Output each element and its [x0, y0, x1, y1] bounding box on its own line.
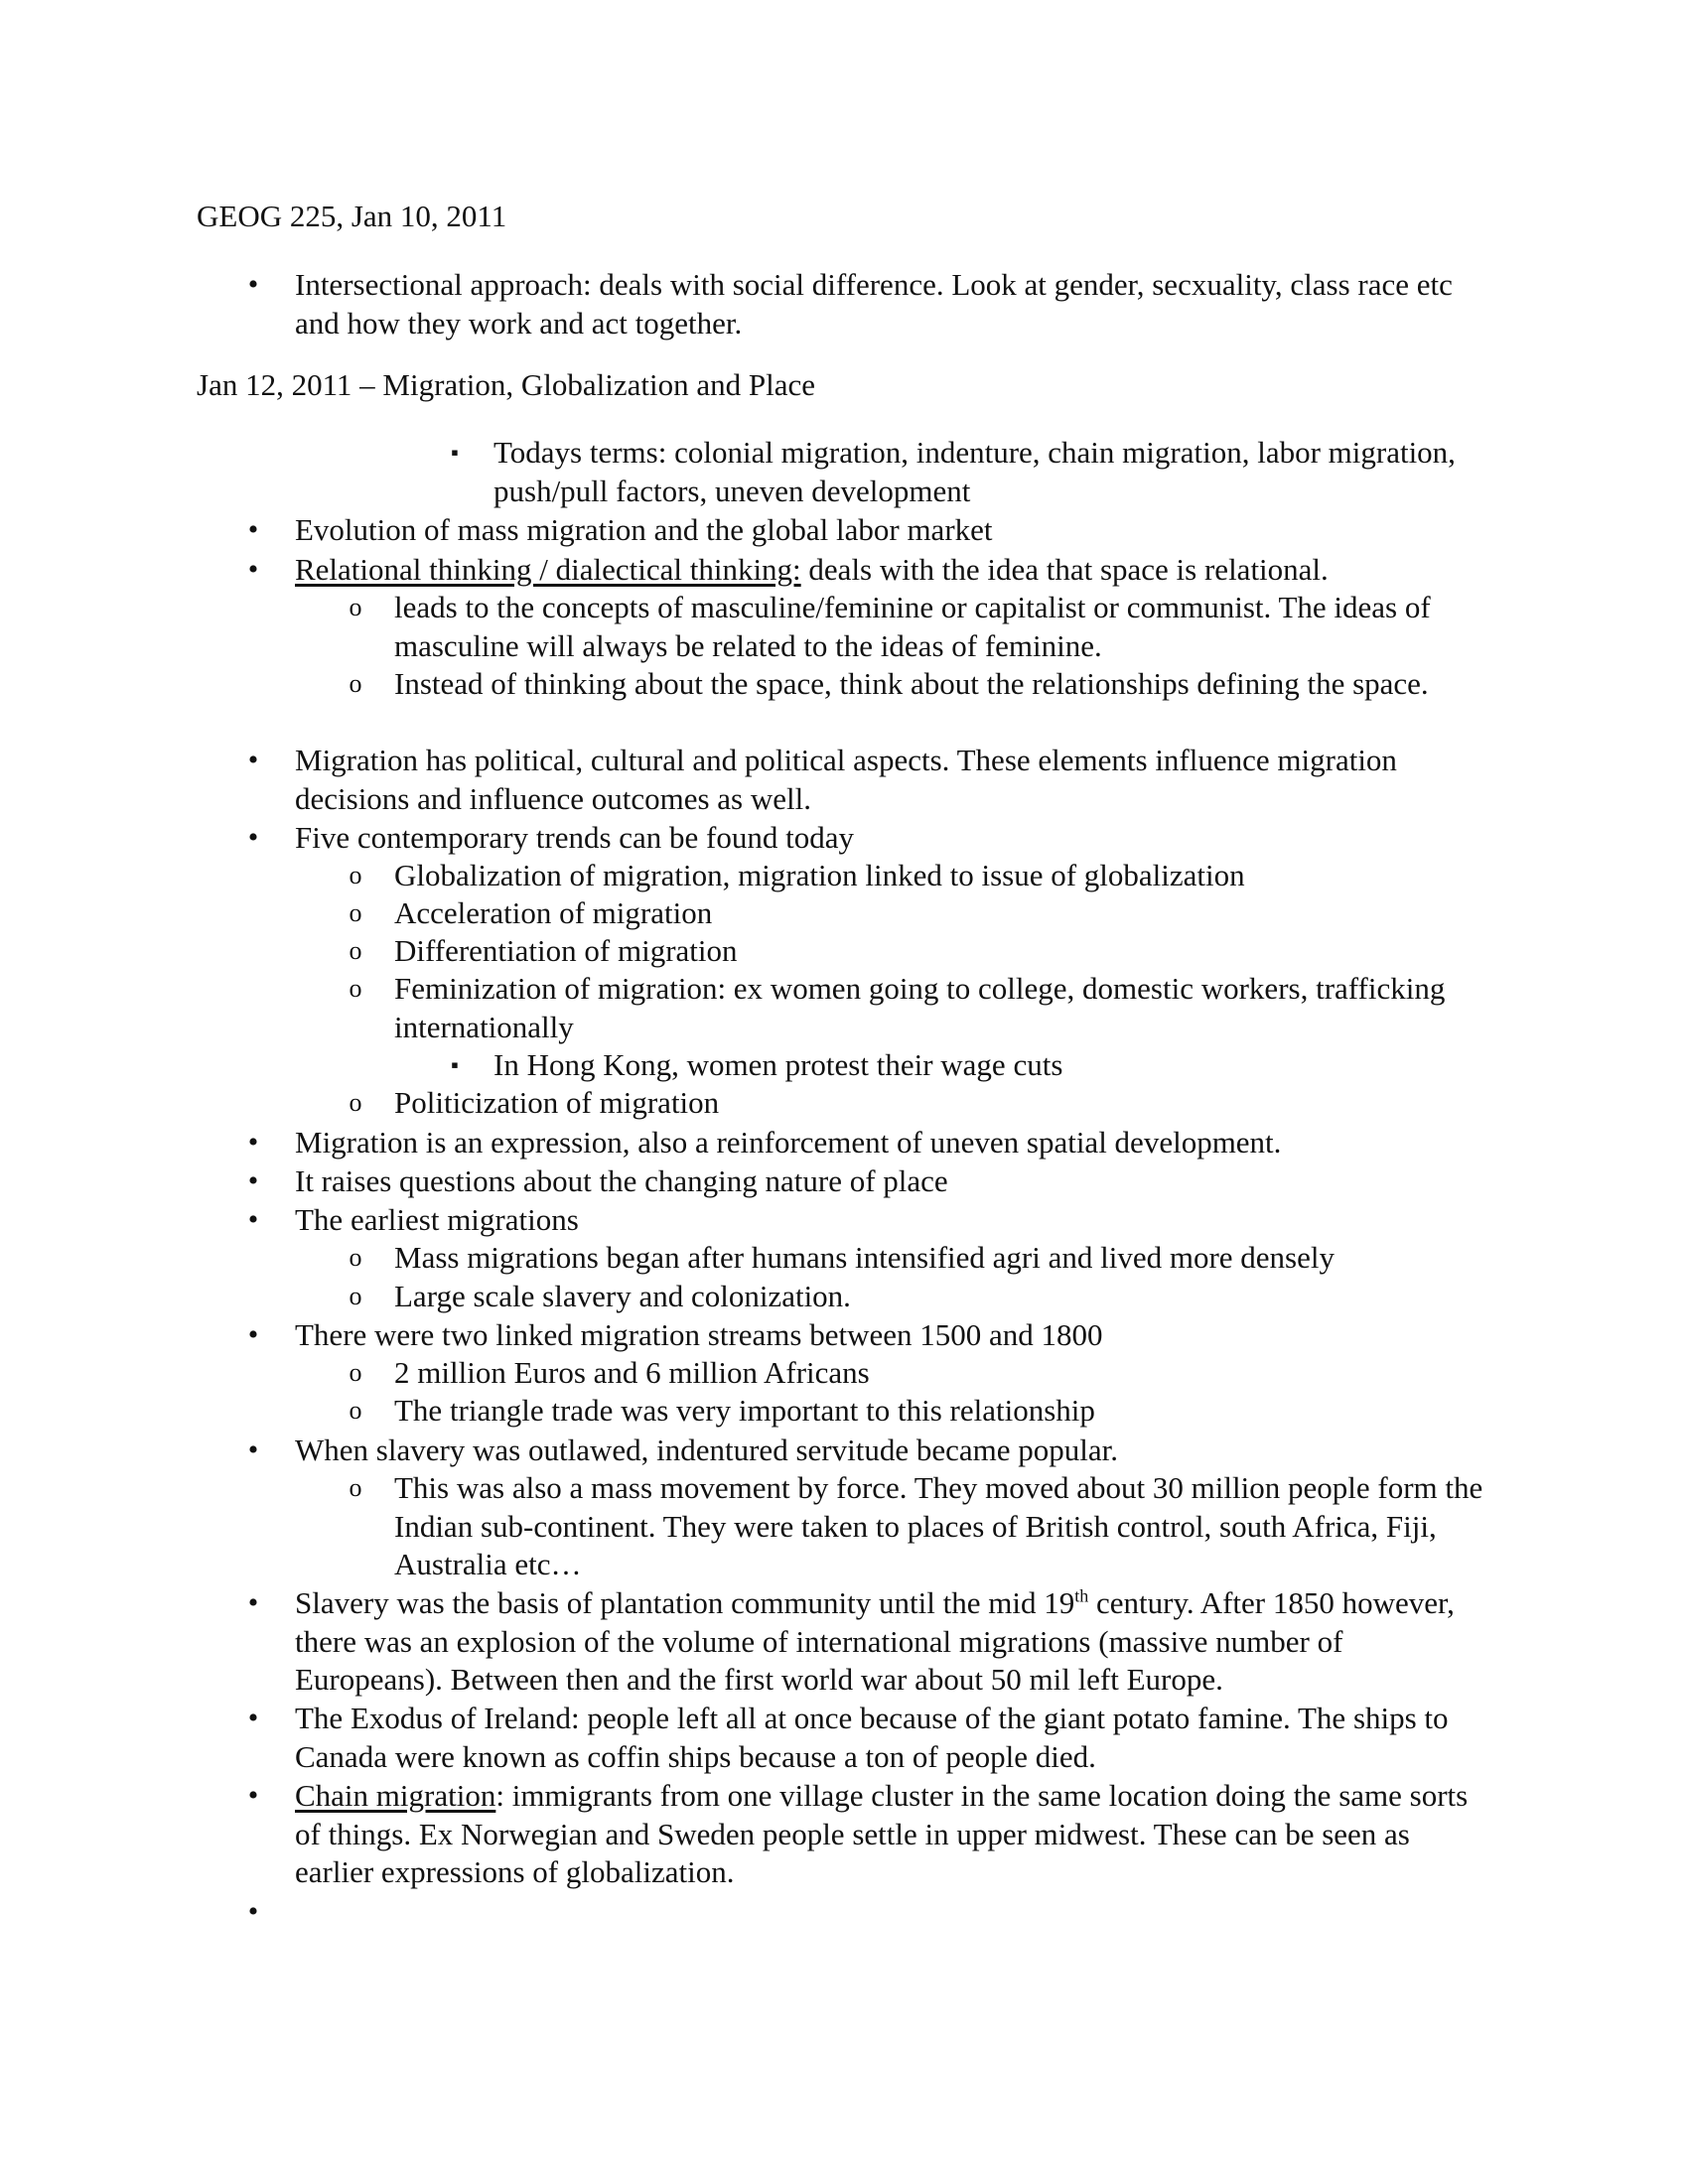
item-text-span: There were two linked migration streams between 1500 and 1800: [295, 1317, 1103, 1352]
list-item-text: [394, 932, 1496, 971]
bullet-icon: o: [349, 898, 362, 927]
list-item-text: [394, 1084, 1496, 1123]
item-text-span: It raises questions about the changing nature of place: [295, 1163, 948, 1198]
item-text-span: Evolution of mass migration and the global labor market: [295, 512, 993, 547]
item-text-span: In Hong Kong, women protest their wage cuts: [493, 1047, 1063, 1082]
list-item-text: [394, 970, 1496, 1046]
bullet-icon: •: [247, 744, 259, 776]
bullet-icon: o: [349, 1088, 362, 1117]
bullet-icon: •: [247, 1779, 259, 1812]
list-item-text: [394, 589, 1496, 665]
list-item-text: [295, 1432, 1486, 1470]
list-item-text: [295, 551, 1486, 590]
list-item-text: [295, 266, 1486, 342]
item-text-span: Slavery was the basis of plantation community until the mid 19: [295, 1585, 1075, 1620]
bullet-icon: o: [349, 861, 362, 889]
bullet-icon: •: [247, 1895, 259, 1928]
item-text-span: Migration is an expression, also a reinforcement of uneven spatial development.: [295, 1125, 1282, 1160]
list-item-text: [394, 1469, 1496, 1584]
list-item-text: [394, 1239, 1496, 1278]
bullet-icon: •: [247, 1164, 259, 1197]
item-text-span: Todays terms: colonial migration, indenture, chain migration, labor migration, push/pull factors, uneven development: [493, 435, 1456, 508]
item-text-span: Large scale slavery and colonization.: [394, 1279, 851, 1313]
bullet-icon: ▪: [451, 1052, 459, 1077]
item-text-span: Mass migrations began after humans intensified agri and lived more densely: [394, 1240, 1335, 1275]
item-text-span: leads to the concepts of masculine/feminine or capitalist or communist. The ideas of masculine will always be related to the ideas of feminine.: [394, 590, 1431, 663]
bullet-icon: o: [349, 936, 362, 965]
item-text-span: Differentiation of migration: [394, 933, 738, 968]
list-item-text: [394, 1354, 1496, 1393]
underlined-term: Chain migration: [295, 1778, 496, 1813]
bullet-icon: o: [349, 1396, 362, 1425]
list-item-text: [295, 511, 1486, 550]
bullet-icon: •: [247, 553, 259, 586]
bullet-icon: o: [349, 1358, 362, 1387]
bullet-icon: •: [247, 1126, 259, 1159]
bullet-icon: o: [349, 593, 362, 621]
item-text-span: deals with the idea that space is relational.: [800, 552, 1329, 587]
list-item-text: [295, 1777, 1486, 1892]
bullet-icon: •: [247, 1702, 259, 1734]
list-item-text: [493, 434, 1496, 510]
item-text-span: Acceleration of migration: [394, 895, 713, 930]
item-text-span: This was also a mass movement by force. They moved about 30 million people form the Indian sub-continent. They were taken to places of British control, south Africa, Fiji, Australia etc…: [394, 1470, 1483, 1581]
bullet-icon: •: [247, 821, 259, 854]
list-item-text: [295, 1162, 1486, 1201]
bullet-icon: •: [247, 1203, 259, 1236]
list-item-text: [295, 1700, 1486, 1776]
item-text-span: Five contemporary trends can be found today: [295, 820, 854, 855]
bullet-icon: o: [349, 1282, 362, 1310]
list-item-text: [394, 1392, 1496, 1431]
heading-jan-10: GEOG 225, Jan 10, 2011: [197, 199, 507, 233]
list-item-text: [394, 894, 1496, 933]
item-text-span: century. After 1850 however, there was an explosion of the volume of international migrations (massive number of Europeans). Between then and the first world war about 50 mil left Europe.: [295, 1585, 1455, 1697]
bullet-icon: o: [349, 669, 362, 698]
list-item-text: [394, 857, 1496, 895]
list-item-text: [295, 1316, 1486, 1355]
item-text-span: The earliest migrations: [295, 1202, 579, 1237]
list-item-text: [295, 742, 1486, 818]
list-item-text: [295, 819, 1486, 858]
item-text-span: : immigrants from one village cluster in the same location doing the same sorts of things. Ex Norwegian and Sweden people settle in upper midwest. These can be seen as earlier expressions of globalization.: [295, 1778, 1469, 1889]
item-text-span: When slavery was outlawed, indentured servitude became popular.: [295, 1433, 1118, 1467]
item-text-span: The Exodus of Ireland: people left all at once because of the giant potato famine. The ships to Canada were known as coffin ships because a ton of people died.: [295, 1701, 1449, 1774]
list-item-text: [493, 1046, 1496, 1085]
item-text-span: Globalization of migration, migration linked to issue of globalization: [394, 858, 1245, 892]
bullet-icon: •: [247, 1433, 259, 1466]
item-text-span: Instead of thinking about the space, think about the relationships defining the space.: [394, 666, 1429, 701]
bullet-icon: o: [349, 1473, 362, 1502]
superscript: th: [1074, 1585, 1089, 1606]
list-item-text: [295, 1201, 1486, 1240]
item-text-span: Intersectional approach: deals with social difference. Look at gender, secxuality, class race etc and how they work and act together.: [295, 267, 1453, 341]
bullet-icon: ▪: [451, 440, 459, 465]
item-text-span: Feminization of migration: ex women going to college, domestic workers, trafficking internationally: [394, 971, 1446, 1044]
item-text-span: The triangle trade was very important to this relationship: [394, 1393, 1095, 1428]
item-text-span: 2 million Euros and 6 million Africans: [394, 1355, 870, 1390]
list-item-text: [394, 665, 1496, 704]
bullet-icon: o: [349, 1243, 362, 1272]
bullet-icon: •: [247, 1318, 259, 1351]
bullet-icon: •: [247, 268, 259, 301]
underlined-term: Relational thinking / dialectical thinking:: [295, 552, 801, 587]
bullet-icon: •: [247, 1586, 259, 1619]
bullet-icon: o: [349, 974, 362, 1003]
list-item-text: [295, 1584, 1486, 1700]
list-item-text: [295, 1124, 1486, 1162]
list-item-text: [394, 1278, 1496, 1316]
item-text-span: Migration has political, cultural and political aspects. These elements influence migration decisions and influence outcomes as well.: [295, 743, 1397, 816]
bullet-icon: •: [247, 513, 259, 546]
heading-jan-12: Jan 12, 2011 – Migration, Globalization and Place: [197, 367, 816, 402]
item-text-span: Politicization of migration: [394, 1085, 720, 1120]
